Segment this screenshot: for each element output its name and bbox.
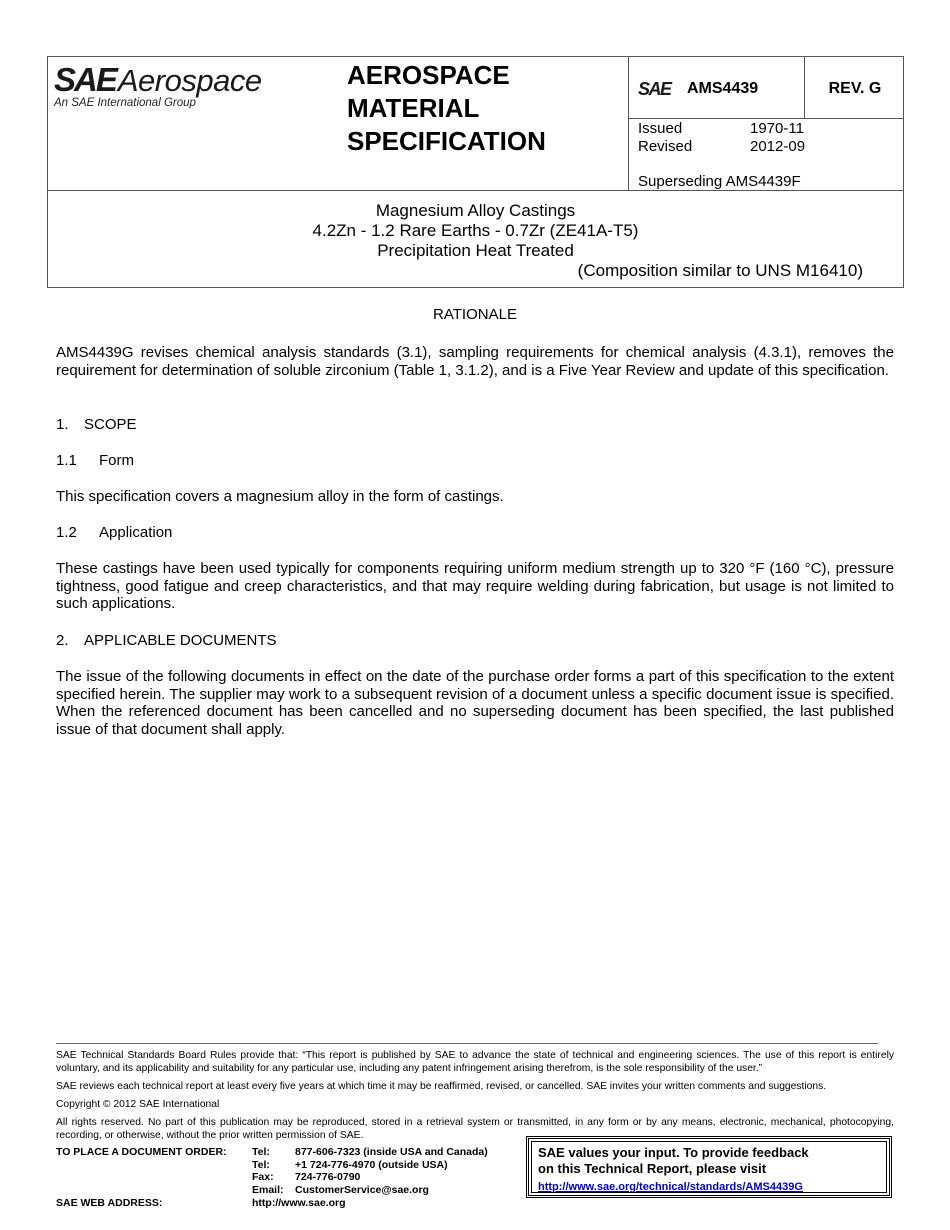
contact-value: 877-606-7323 (inside USA and Canada): [295, 1146, 488, 1158]
logo-tagline: An SAE International Group: [54, 97, 196, 109]
contact-label: Email:: [252, 1183, 284, 1196]
section-title: APPLICABLE DOCUMENTS: [84, 632, 277, 649]
copyright-line: Copyright © 2012 SAE International: [56, 1099, 220, 1110]
contact-label: Tel:: [252, 1158, 270, 1171]
document-id-row: [629, 57, 904, 119]
issued-value: 1970-11: [750, 120, 804, 137]
document-number: AMS4439: [687, 80, 759, 97]
logo-cell: [48, 57, 338, 190]
contact-value: 724-776-0790: [295, 1171, 361, 1183]
superseding-note: Superseding AMS4439F: [638, 173, 801, 190]
revised-label: Revised: [638, 138, 693, 155]
header-top-row: [48, 57, 903, 191]
rights-note: All rights reserved. No part of this publication may be reproduced, stored in a retrieval system or transmitted, in any form or by any means, electronic, mechanical, photocopying, recording, or otherwise, without the prior written permission of SAE.: [56, 1117, 894, 1141]
sae-aerospace-logo: [54, 63, 262, 96]
doc-type-line: AEROSPACE: [347, 60, 510, 90]
title-line-2: 4.2Zn - 1.2 Rare Earths - 0.7Zr (ZE41A-T5): [312, 221, 639, 240]
section-number: 1.1: [56, 452, 77, 469]
section-2-paragraph: The issue of the following documents in effect on the date of the purchase order forms a part of this specification to the extent specified herein. The supplier may work to a subsequent revision of a document unless a specific document issue is specified. When the referenced document has been cancelled and no superseding document has been specified, the last published issue of that document shall apply.: [56, 668, 894, 738]
review-note: SAE reviews each technical report at least every five years at which time it may be reaffirmed, revised, or cancelled. SAE invites your written comments and suggestions.: [56, 1081, 827, 1092]
order-label: TO PLACE A DOCUMENT ORDER:: [56, 1146, 227, 1158]
section-number: 1.: [56, 416, 69, 433]
section-number: 1.2: [56, 524, 77, 541]
web-address-link[interactable]: http://www.sae.org: [252, 1197, 346, 1209]
title-line-1: Magnesium Alloy Castings: [375, 201, 576, 220]
section-2-heading: [56, 632, 277, 649]
section-title: SCOPE: [84, 416, 137, 433]
sae-mini-logo: SAE: [638, 79, 671, 99]
feedback-link[interactable]: http://www.sae.org/technical/standards/AMS4439G: [538, 1181, 803, 1193]
issued-label: Issued: [638, 120, 683, 137]
rationale-paragraph: AMS4439G revises chemical analysis standards (3.1), sampling requirements for chemical analysis (4.3.1), removes the requirement for determination of soluble zirconium (Table 1, 3.1.2), and is a Five Year Review and update of this specification.: [56, 344, 894, 379]
web-address-label: SAE WEB ADDRESS:: [56, 1197, 163, 1209]
section-1-1-heading: [56, 452, 134, 469]
section-number: 2.: [56, 632, 69, 649]
revision-cell: [804, 57, 905, 118]
logo-brand: SAE: [54, 61, 116, 98]
feedback-box-inner: [531, 1141, 887, 1193]
section-1-heading: [56, 416, 137, 433]
section-title: Application: [99, 524, 173, 541]
title-line-3: Precipitation Heat Treated: [377, 241, 574, 260]
document-id-cell: [628, 57, 904, 190]
issue-dates: [638, 120, 805, 156]
section-1-1-paragraph: This specification covers a magnesium alloy in the form of castings.: [56, 488, 504, 505]
doc-type-line: SPECIFICATION: [347, 126, 546, 156]
document-type: [347, 59, 627, 158]
section-1-2-heading: [56, 524, 172, 541]
section-1-2-paragraph: These castings have been used typically for components requiring uniform medium strength up to 320 °F (160 °C), pressure tightness, good fatigue and creep characteristics, and that may require welding during fabrication, but usage is not limited to such applications.: [56, 560, 894, 613]
header-table: [47, 56, 904, 288]
revised-value: 2012-09: [750, 138, 806, 155]
revised-row: [638, 138, 805, 156]
order-contacts: [252, 1146, 488, 1196]
document-title-block: [48, 191, 903, 287]
logo-product: Aerospace: [117, 63, 262, 98]
contact-value: +1 724-776-4970 (outside USA): [295, 1158, 448, 1171]
contact-row: [252, 1146, 488, 1159]
rationale-heading: RATIONALE: [433, 306, 517, 323]
contact-row: [252, 1171, 488, 1184]
board-rules-note: SAE Technical Standards Board Rules provide that: “This report is published by SAE to advance the state of technical and engineering sciences. The use of this report is entirely voluntary, and its applicability and suitability for any particular use, including any patent infringement arising therefrom, is the sole responsibility of the user.”: [56, 1050, 894, 1074]
footer-divider: [56, 1043, 878, 1044]
contact-label: Fax:: [252, 1171, 274, 1183]
doc-type-line: MATERIAL: [347, 93, 480, 123]
feedback-line-1: SAE values your input. To provide feedback: [538, 1145, 809, 1160]
contact-row: [252, 1159, 488, 1172]
contact-row: [252, 1184, 488, 1197]
composition-note: (Composition similar to UNS M16410): [577, 261, 863, 280]
revision-label: REV. G: [828, 80, 882, 97]
email-link[interactable]: CustomerService@sae.org: [295, 1183, 429, 1196]
feedback-box: [526, 1136, 892, 1198]
section-title: Form: [99, 452, 134, 469]
contact-label: Tel:: [252, 1146, 270, 1158]
feedback-line-2: on this Technical Report, please visit: [538, 1161, 767, 1176]
issued-row: [638, 120, 805, 138]
